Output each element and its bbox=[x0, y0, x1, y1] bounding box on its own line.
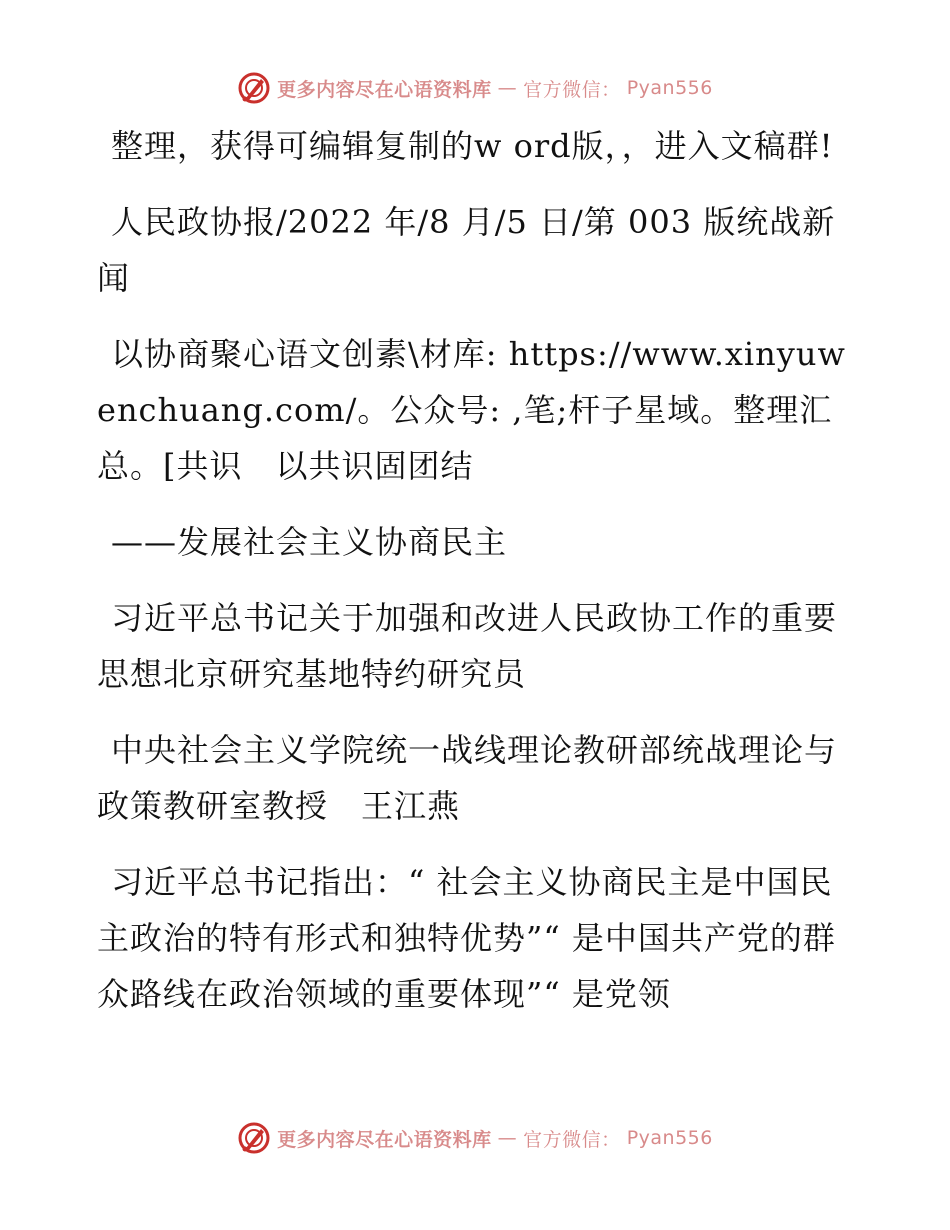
paragraph-5: 习近平总书记关于加强和改进人民政协工作的重要思想北京研究基地特约研究员 bbox=[97, 599, 838, 693]
paragraph-7: 习近平总书记指出：“ 社会主义协商民主是中国民主政治的特有形式和独特优势”“ 是中国共产党的群众路线在政治领域的重要体现”“ 是党领 bbox=[97, 863, 836, 1013]
watermark-id: Pyan556 bbox=[626, 77, 713, 99]
brush-logo-icon bbox=[237, 1121, 271, 1155]
document-body bbox=[97, 118, 857, 1042]
brush-logo-icon bbox=[237, 71, 271, 105]
paragraph-4: ——发展社会主义协商民主 bbox=[111, 523, 508, 561]
header-watermark bbox=[0, 68, 950, 108]
paragraph-3: 以协商聚心语文创素\材库: https://www.xinyuwenchuang.com/。公众号: ,笔;杆子星域。整理汇总。[共识 以共识固团结 bbox=[97, 335, 846, 485]
watermark-sub-text: 官方微信： bbox=[523, 1128, 621, 1151]
watermark-dash: — bbox=[497, 1127, 518, 1149]
watermark-sub-text: 官方微信： bbox=[523, 78, 621, 101]
paragraph-1: 整理，获得可编辑复制的w ord版，，进入文稿群! bbox=[111, 127, 834, 165]
paragraph-6: 中央社会主义学院统一战线理论教研部统战理论与政策教研室教授 王江燕 bbox=[97, 731, 838, 825]
watermark-id: Pyan556 bbox=[626, 1127, 713, 1149]
watermark-dash: — bbox=[497, 77, 518, 99]
paragraph-2: 人民政协报/2022 年/8 月/5 日/第 003 版统战新闻 bbox=[97, 203, 836, 297]
watermark-main-text: 更多内容尽在心语资料库 bbox=[277, 78, 492, 101]
footer-watermark bbox=[0, 1118, 950, 1158]
watermark-main-text: 更多内容尽在心语资料库 bbox=[277, 1128, 492, 1151]
